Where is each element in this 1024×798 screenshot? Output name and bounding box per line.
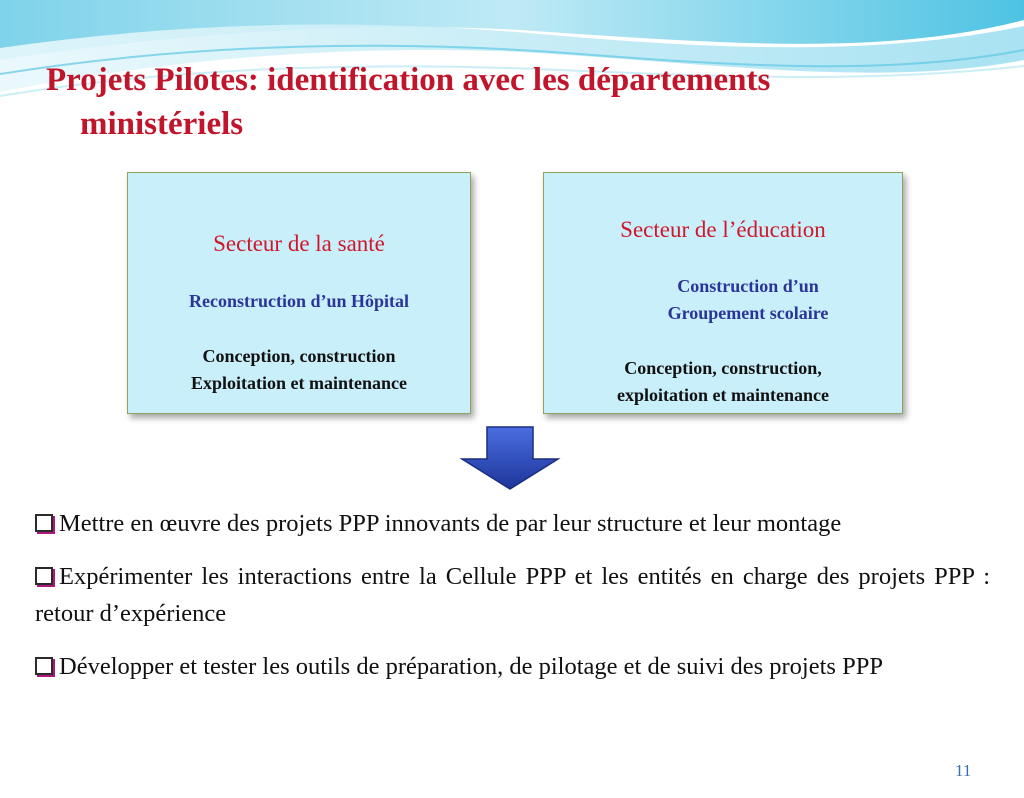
down-arrow-icon <box>459 425 561 491</box>
slide-title <box>46 58 976 146</box>
bullet-text: Expérimenter les interactions entre la Cellule PPP et les entités en charge des projets PPP : retour d’expérience <box>35 563 990 627</box>
project-phases <box>128 343 470 397</box>
checkbox-icon <box>35 567 53 585</box>
title-line-2: ministériels <box>80 106 244 142</box>
phase-line: Conception, construction, <box>624 358 822 378</box>
phase-line: exploitation et maintenance <box>617 385 829 405</box>
bullet-text: Développer et tester les outils de préparation, de pilotage et de suivi des projets PPP <box>59 653 883 680</box>
list-item <box>35 648 990 685</box>
phase-line: Conception, construction <box>202 346 396 366</box>
education-sector-box <box>543 172 903 414</box>
health-sector-box <box>127 172 471 414</box>
checkbox-icon <box>35 514 53 532</box>
bullet-text: Mettre en œuvre des projets PPP innovants de par leur structure et leur montage <box>59 510 842 537</box>
project-name <box>544 273 902 327</box>
phase-line: Exploitation et maintenance <box>191 373 407 393</box>
checkbox-icon <box>35 657 53 675</box>
sector-title: Secteur de l’éducation <box>620 217 826 242</box>
list-item <box>35 505 990 542</box>
project-line: Groupement scolaire <box>667 303 829 323</box>
page-number: 11 <box>955 761 972 780</box>
project-line: Construction d’un <box>677 276 819 296</box>
project-name <box>128 288 470 315</box>
project-line: Reconstruction d’un Hôpital <box>188 291 410 311</box>
sector-title: Secteur de la santé <box>213 231 385 256</box>
project-phases <box>544 355 902 409</box>
list-item <box>35 558 990 632</box>
objectives-list <box>35 505 990 701</box>
title-line-1: Projets Pilotes: identification avec les départements <box>46 62 771 98</box>
